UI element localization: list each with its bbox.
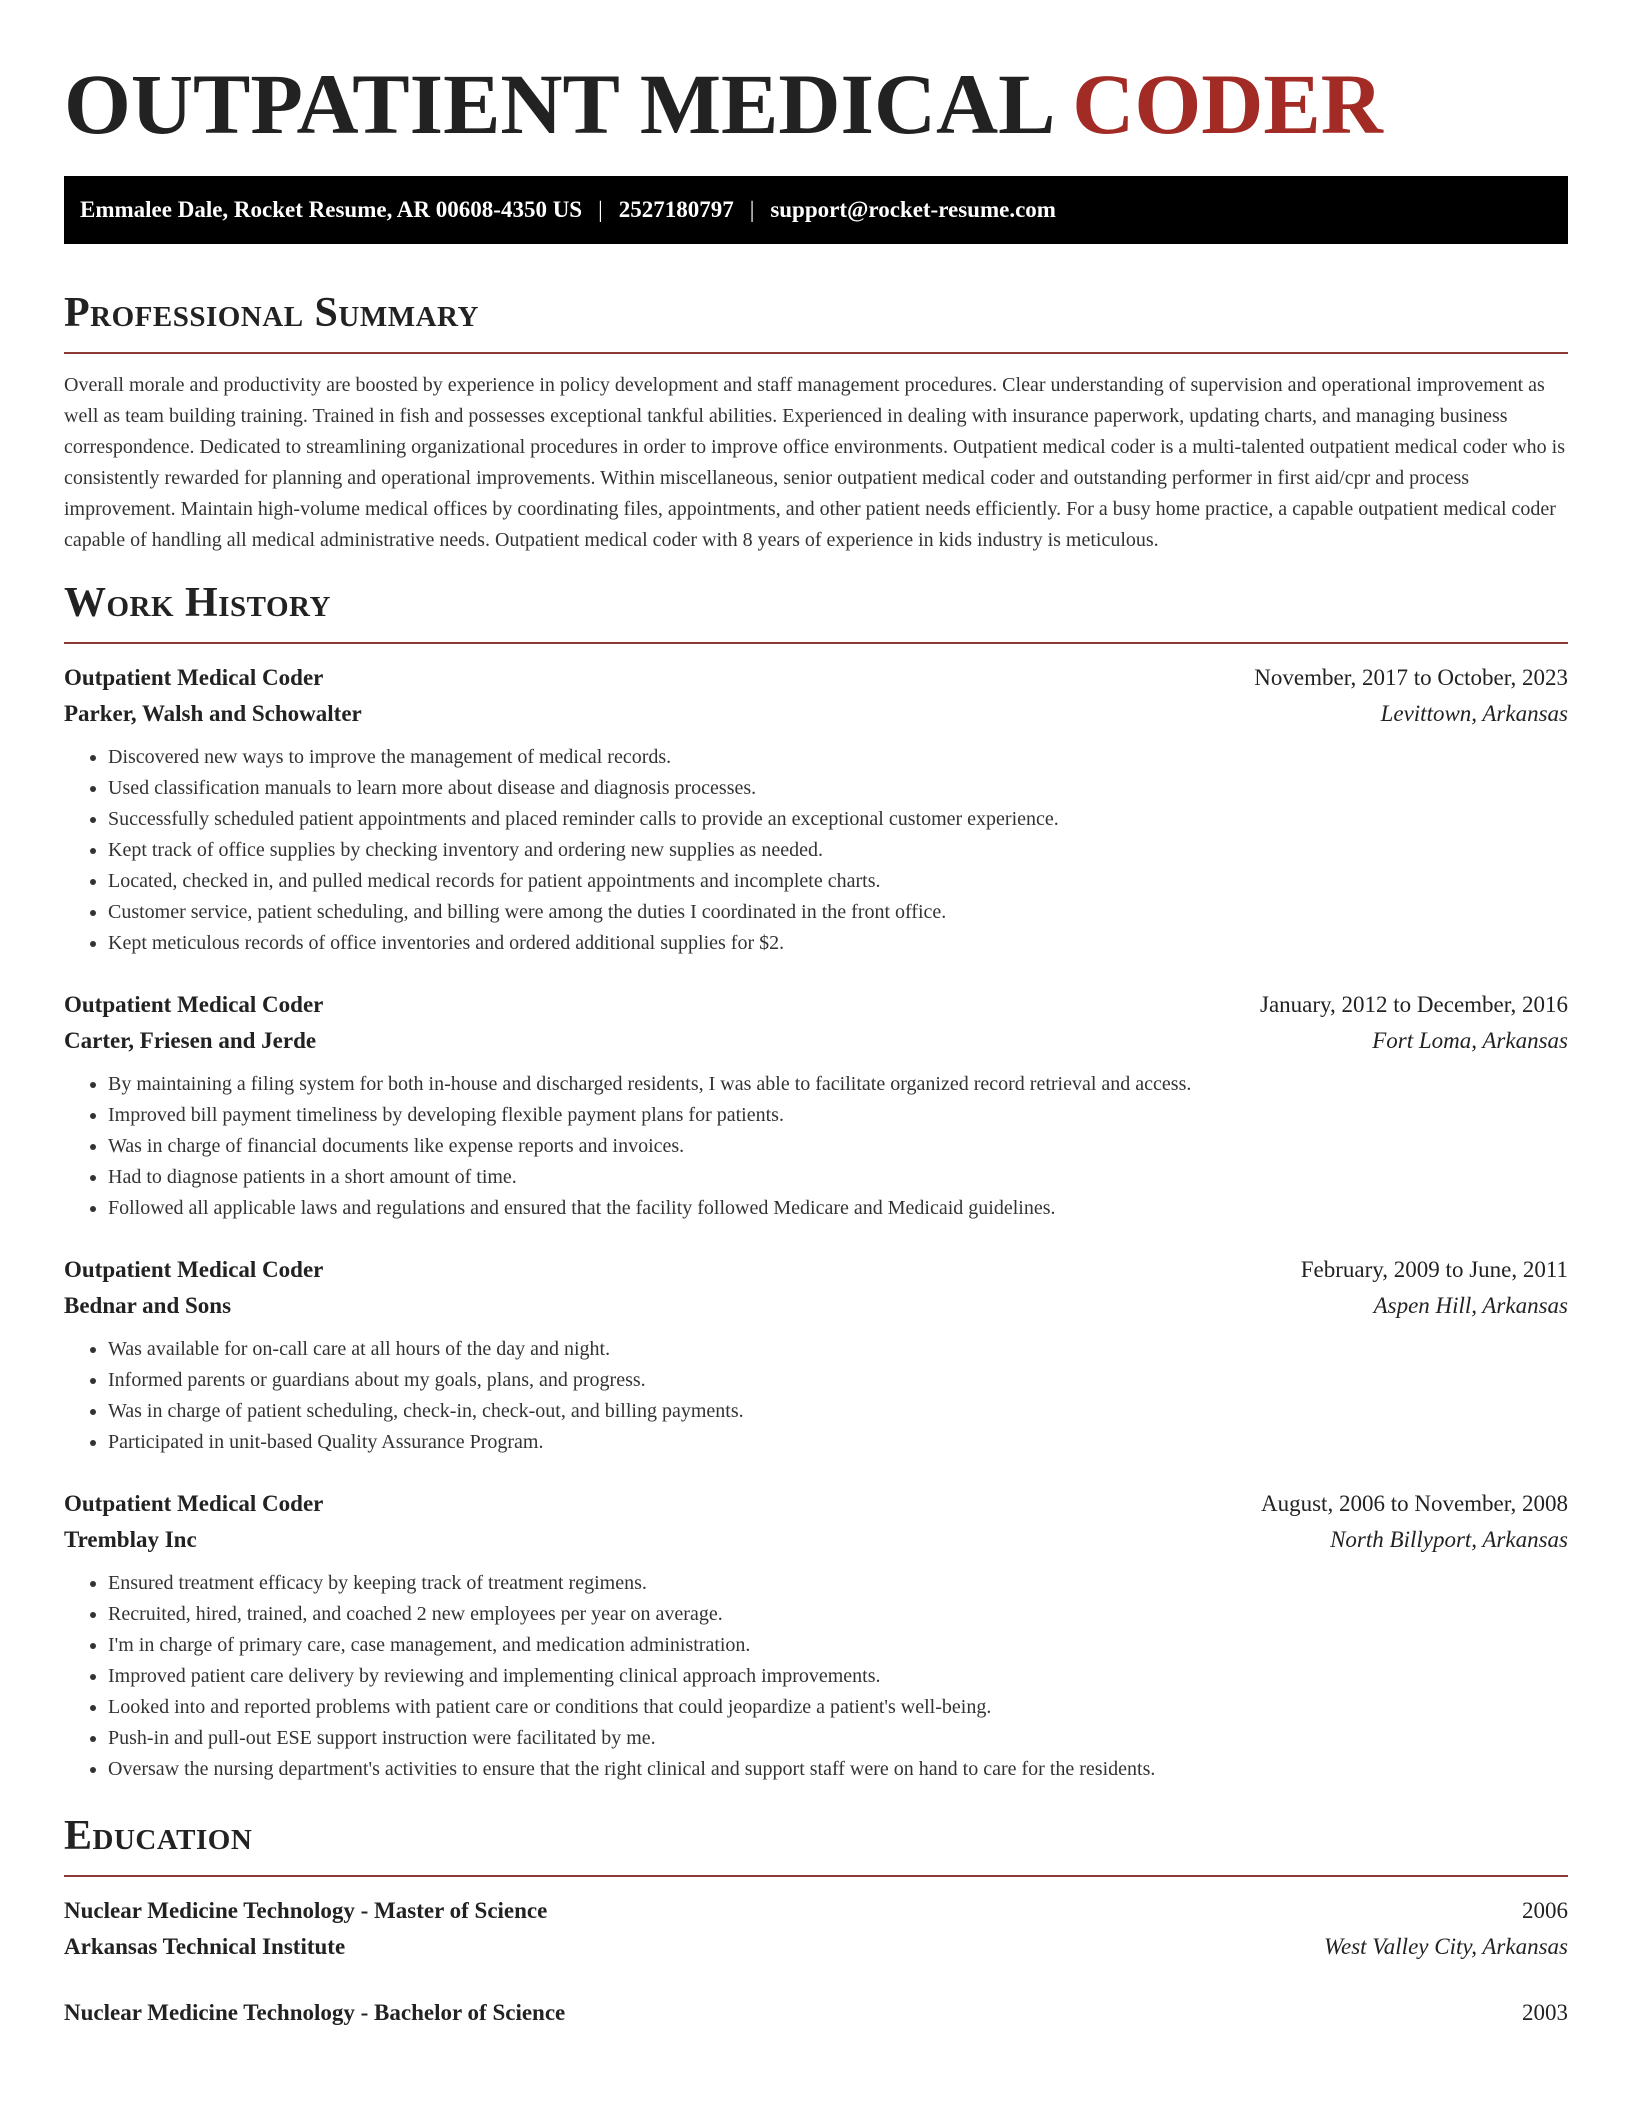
job-location: Levittown, Arkansas: [1380, 701, 1568, 726]
job-company-row: [64, 1522, 1568, 1558]
job-title: Outpatient Medical Coder: [64, 1491, 324, 1516]
title-accent: CODER: [1072, 56, 1383, 152]
summary-heading: Professional Summary: [64, 290, 479, 336]
job-duty: • Oversaw the nursing department's activities to ensure that the right clinical and support staff were on hand to care for the residents.: [108, 1754, 1568, 1785]
job-duty: • Improved patient care delivery by reviewing and implementing clinical approach improvements.: [108, 1661, 1568, 1692]
job-duty: • Was in charge of financial documents like expense reports and invoices.: [108, 1131, 1568, 1162]
job-company-row: [64, 1288, 1568, 1324]
job-duty: • Was available for on-call care at all hours of the day and night.: [108, 1334, 1568, 1365]
job-duty: • Followed all applicable laws and regulations and ensured that the facility followed Medicare and Medicaid guidelines.: [108, 1193, 1568, 1224]
job-header: [64, 1486, 1568, 1522]
job-location: Aspen Hill, Arkansas: [1373, 1293, 1568, 1318]
job-dates: January, 2012 to December, 2016: [1260, 992, 1568, 1017]
job-title: Outpatient Medical Coder: [64, 992, 324, 1017]
work-history-heading: Work History: [64, 580, 331, 626]
education-degree: Nuclear Medicine Technology - Master of Science: [64, 1898, 548, 1923]
job-company-row: [64, 696, 1568, 732]
education-header: [64, 1893, 1568, 1929]
job-duties-list: [64, 1069, 1568, 1224]
job-company: Tremblay Inc: [64, 1527, 197, 1552]
education-header: [64, 1995, 1568, 2031]
job-header: [64, 987, 1568, 1023]
contact-separator: |: [598, 197, 603, 222]
job-title: Outpatient Medical Coder: [64, 665, 324, 690]
job-company: Parker, Walsh and Schowalter: [64, 701, 362, 726]
job-duty: • Ensured treatment efficacy by keeping track of treatment regimens.: [108, 1568, 1568, 1599]
job-duty: • Participated in unit-based Quality Assurance Program.: [108, 1427, 1568, 1458]
education-year: 2003: [1522, 2000, 1568, 2025]
education-entry: [64, 1893, 1568, 1965]
education-school: Arkansas Technical Institute: [64, 1934, 346, 1959]
job-duty: • Was in charge of patient scheduling, check-in, check-out, and billing payments.: [108, 1396, 1568, 1427]
job-dates: November, 2017 to October, 2023: [1254, 665, 1568, 690]
contact-address: Emmalee Dale, Rocket Resume, AR 00608-4350 US: [80, 197, 583, 222]
contact-bar: [64, 176, 1568, 244]
job-title: Outpatient Medical Coder: [64, 1257, 324, 1282]
education-location: West Valley City, Arkansas: [1323, 1934, 1568, 1959]
summary-text: Overall morale and productivity are boosted by experience in policy development and staff management procedures. Clear understanding of supervision and operational improvement as well as team building training. Trained in fish and possesses exceptional tankful abilities. Experienced in dealing with insurance paperwork, updating charts, and managing business correspondence. Dedicated to streamlining organizational procedures in order to improve office environments. Outpatient medical coder is a multi-talented outpatient medical coder who is consistently rewarded for planning and operational improvements. Within miscellaneous, senior outpatient medical coder and outstanding performer in first aid/cpr and process improvement. Maintain high-volume medical offices by coordinating files, appointments, and other patient needs efficiently. For a busy home practice, a capable outpatient medical coder capable of handling all medical administrative needs. Outpatient medical coder with 8 years of experience in kids industry is meticulous.: [64, 374, 1565, 551]
job-duty: • Informed parents or guardians about my goals, plans, and progress.: [108, 1365, 1568, 1396]
education-year: 2006: [1522, 1898, 1568, 1923]
title-main: OUTPATIENT MEDICAL: [64, 56, 1073, 152]
job-duties-list: [64, 1568, 1568, 1785]
job-duty: • Push-in and pull-out ESE support instruction were facilitated by me.: [108, 1723, 1568, 1754]
job-duty: • By maintaining a filing system for both in-house and discharged residents, I was able to facilitate organized record retrieval and access.: [108, 1069, 1568, 1100]
job-company: Bednar and Sons: [64, 1293, 232, 1318]
job-location: Fort Loma, Arkansas: [1372, 1028, 1568, 1053]
education-section: [64, 1811, 1568, 2031]
job-duty: • I'm in charge of primary care, case management, and medication administration.: [108, 1630, 1568, 1661]
job-duties-list: [64, 742, 1568, 959]
job-duties-list: [64, 1334, 1568, 1458]
job-duty: • Discovered new ways to improve the management of medical records.: [108, 742, 1568, 773]
job-duty: • Successfully scheduled patient appointments and placed reminder calls to provide an exceptional customer experience.: [108, 804, 1568, 835]
job-duty: • Recruited, hired, trained, and coached 2 new employees per year on average.: [108, 1599, 1568, 1630]
job-entry: [64, 660, 1568, 959]
job-duty: • Located, checked in, and pulled medical records for patient appointments and incomplete charts.: [108, 866, 1568, 897]
job-duty: • Kept meticulous records of office inventories and ordered additional supplies for $2.: [108, 928, 1568, 959]
education-entry: [64, 1995, 1568, 2031]
job-header: [64, 1252, 1568, 1288]
section-divider: [64, 1875, 1568, 1877]
section-divider: [64, 352, 1568, 354]
job-duty: • Improved bill payment timeliness by developing flexible payment plans for patients.: [108, 1100, 1568, 1131]
job-entry: [64, 1252, 1568, 1458]
job-duty: • Had to diagnose patients in a short amount of time.: [108, 1162, 1568, 1193]
job-duty: • Kept track of office supplies by checking inventory and ordering new supplies as needed.: [108, 835, 1568, 866]
education-heading: Education: [64, 1813, 253, 1859]
summary-section: [64, 288, 1568, 556]
job-duty: • Customer service, patient scheduling, and billing were among the duties I coordinated in the front office.: [108, 897, 1568, 928]
contact-separator: |: [749, 197, 755, 222]
job-location: North Billyport, Arkansas: [1330, 1527, 1568, 1552]
work-history-section: [64, 578, 1568, 1785]
contact-phone: 2527180797: [618, 197, 734, 222]
resume-title: [64, 0, 1568, 152]
job-company: Carter, Friesen and Jerde: [64, 1028, 317, 1053]
contact-email: support@rocket-resume.com: [770, 197, 1056, 222]
job-dates: February, 2009 to June, 2011: [1300, 1257, 1568, 1282]
section-divider: [64, 642, 1568, 644]
education-school-row: [64, 1929, 1568, 1965]
education-degree: Nuclear Medicine Technology - Bachelor of Science: [64, 2000, 566, 2025]
job-entry: [64, 987, 1568, 1224]
job-entry: [64, 1486, 1568, 1785]
job-duty: • Looked into and reported problems with patient care or conditions that could jeopardize a patient's well-being.: [108, 1692, 1568, 1723]
job-duty: • Used classification manuals to learn more about disease and diagnosis processes.: [108, 773, 1568, 804]
job-header: [64, 660, 1568, 696]
job-company-row: [64, 1023, 1568, 1059]
job-dates: August, 2006 to November, 2008: [1261, 1491, 1568, 1516]
